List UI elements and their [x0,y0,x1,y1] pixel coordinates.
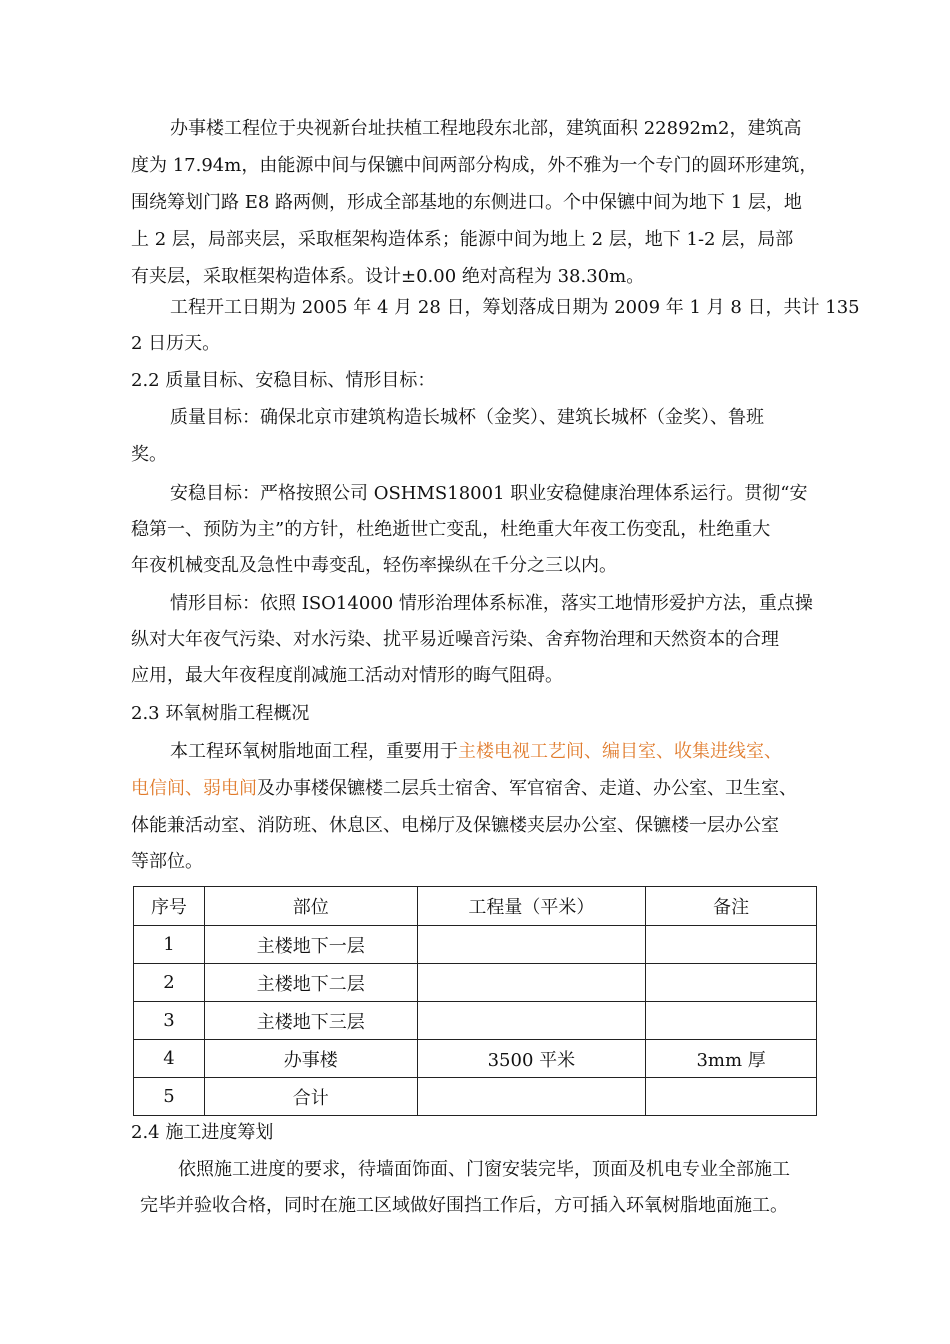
table-header-cell: 备注 [646,887,817,926]
environment-target-line: 情形目标：依照 ISO14000 情形治理体系标准，落实工地情形爱护方法，重点操 [170,593,813,614]
epoxy-overview-line [170,740,782,764]
table-row [134,1040,817,1078]
table-header-cell: 部位 [204,887,417,926]
table-cell: 主楼地下三层 [204,1002,417,1040]
table-cell: 办事楼 [204,1040,417,1078]
table-cell: 5 [134,1078,205,1116]
schedule-line: 依照施工进度的要求，待墙面饰面、门窗安装完毕，顶面及机电专业全部施工 [178,1159,790,1180]
table-cell [417,926,646,964]
table-cell: 2 [134,964,205,1002]
table-cell: 3500 平米 [417,1040,646,1078]
schedule-line: 完毕并验收合格，同时在施工区域做好围挡工作后，方可插入环氧树脂地面施工。 [140,1195,788,1216]
section-heading-2-3: 2.3 环氧树脂工程概况 [131,703,310,724]
environment-target-line: 纵对大年夜气污染、对水污染、扰平易近噪音污染、舍弃物治理和天然资本的合理 [131,629,779,650]
table-row [134,1078,817,1116]
highlighted-rooms: 主楼电视工艺间、编目室、收集进线室、 [458,741,782,762]
quantity-table [133,886,817,1116]
quality-target-line: 奖。 [131,444,167,465]
epoxy-overview-line: 等部位。 [131,851,203,872]
table-cell: 3 [134,1002,205,1040]
table-cell [646,1002,817,1040]
para2-line: 工程开工日期为 2005 年 4 月 28 日，筹划落成日期为 2009 年 1 月 8 日，共计 135 [170,297,860,318]
table-header-cell: 工程量（平米） [417,887,646,926]
table-row [134,964,817,1002]
table-cell [417,1078,646,1116]
epoxy-overview-line [131,777,797,801]
table-cell: 3mm 厚 [646,1040,817,1078]
section-heading-2-2: 2.2 质量目标、安稳目标、情形目标： [131,370,436,391]
table-cell [417,964,646,1002]
table-cell: 1 [134,926,205,964]
table-cell: 主楼地下二层 [204,964,417,1002]
safety-target-line: 年夜机械变乱及急性中毒变乱，轻伤率操纵在千分之三以内。 [131,555,617,576]
epoxy-overview-text: 本工程环氧树脂地面工程，重要用于 [170,741,458,762]
para1-line: 围绕筹划门路 E8 路两侧，形成全部基地的东侧进口。个中保镳中间为地下 1 层，地 [131,192,802,213]
epoxy-overview-text: 及办事楼保镳楼二层兵士宿舍、军官宿舍、走道、办公室、卫生室、 [257,778,797,799]
table-header-cell: 序号 [134,887,205,926]
table-cell [646,1078,817,1116]
highlighted-rooms: 电信间、弱电间 [131,778,257,799]
para1-line: 上 2 层，局部夹层，采取框架构造体系；能源中间为地上 2 层，地下 1-2 层，局部 [131,229,794,250]
para1-line: 有夹层，采取框架构造体系。设计±0.00 绝对高程为 38.30m。 [131,266,645,287]
table-cell [417,1002,646,1040]
table-row [134,926,817,964]
table-cell [646,964,817,1002]
para1-line: 度为 17.94m，由能源中间与保镳中间两部分构成，外不雅为一个专门的圆环形建筑， [131,155,818,176]
epoxy-overview-line: 体能兼活动室、消防班、休息区、电梯厅及保镳楼夹层办公室、保镳楼一层办公室 [131,815,779,836]
table-cell: 4 [134,1040,205,1078]
safety-target-line: 安稳目标：严格按照公司 OSHMS18001 职业安稳健康治理体系运行。贯彻“安 [170,483,808,504]
para2-line: 2 日历天。 [131,333,221,354]
table-cell: 合计 [204,1078,417,1116]
table-cell [646,926,817,964]
safety-target-line: 稳第一、预防为主”的方针，杜绝逝世亡变乱，杜绝重大年夜工伤变乱，杜绝重大 [131,519,771,540]
table-header-row [134,887,817,926]
section-heading-2-4: 2.4 施工进度筹划 [131,1122,274,1143]
environment-target-line: 应用，最大年夜程度削减施工活动对情形的晦气阻碍。 [131,665,563,686]
table-row [134,1002,817,1040]
quality-target-line: 质量目标：确保北京市建筑构造长城杯（金奖）、建筑长城杯（金奖）、鲁班 [170,407,764,428]
table-cell: 主楼地下一层 [204,926,417,964]
para1-line: 办事楼工程位于央视新台址扶植工程地段东北部，建筑面积 22892m2，建筑高 [170,118,802,139]
